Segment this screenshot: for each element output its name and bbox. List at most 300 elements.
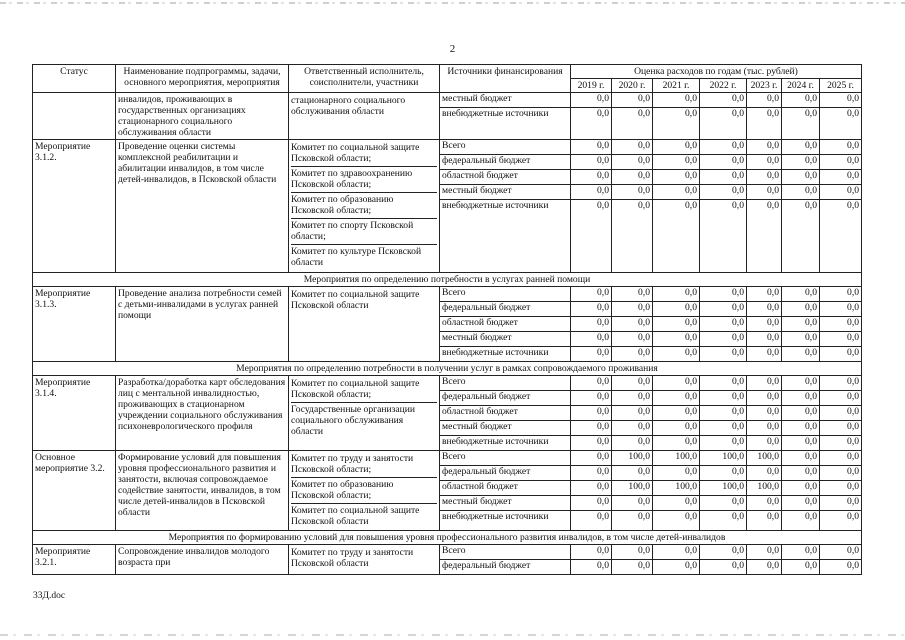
source-label: федеральный бюджет [440, 465, 570, 480]
responsible-entry: Комитет по труду и занятости Псковской области [291, 546, 414, 569]
name-cell: Проведение оценки системы комплексной реабилитации и абилитации инвалидов, в том числе детей-инвалидов, в Псковской области [116, 140, 289, 272]
value-cell: 0,0 [700, 420, 746, 435]
year-values-cell [700, 140, 747, 272]
section-row [33, 272, 862, 286]
status-cell: Мероприятие 3.1.2. [33, 140, 116, 272]
source-label: Всего [440, 545, 570, 560]
value-cell: 0,0 [653, 376, 699, 391]
value-cell: 0,0 [782, 480, 819, 495]
value-cell: 0,0 [732, 346, 744, 358]
value-cell: 0,0 [732, 200, 744, 212]
value-cell: 100,0 [612, 480, 652, 495]
value-cell: 0,0 [747, 420, 781, 435]
table-body [33, 93, 862, 575]
value-cell: 0,0 [700, 331, 746, 346]
value-cell: 0,0 [571, 185, 611, 200]
value-cell: 0,0 [653, 93, 699, 108]
responsible-entry: Государственные организации социального обслуживания области [291, 403, 416, 437]
source-label: Всего [440, 140, 570, 155]
value-cell: 0,0 [782, 451, 819, 466]
value-cell: 0,0 [747, 465, 781, 480]
value-cell: 0,0 [747, 405, 781, 420]
source-label: внебюджетные источники [442, 435, 549, 447]
value-cell: 0,0 [747, 331, 781, 346]
responsible-entry: Комитет по социальной защите Псковской области [291, 504, 420, 527]
year-values [700, 545, 746, 574]
value-cell: 0,0 [747, 390, 781, 405]
value-cell: 0,0 [638, 200, 650, 212]
value-cell: 0,0 [597, 510, 609, 522]
year-values-cell [653, 140, 700, 272]
source-label: внебюджетные источники [442, 108, 549, 120]
source-label: федеральный бюджет [440, 301, 570, 316]
value-cell: 0,0 [653, 140, 699, 155]
value-cell: 0,0 [571, 287, 611, 302]
sources-cell [440, 93, 571, 140]
value-cell: 0,0 [571, 301, 611, 316]
year-values-cell [782, 140, 820, 272]
header-year: 2025 г. [820, 79, 862, 93]
value-cell: 0,0 [612, 155, 652, 170]
value-cell: 0,0 [820, 545, 861, 560]
value-cell: 0,0 [747, 376, 781, 391]
table-row [33, 450, 862, 530]
value-cell: 0,0 [653, 301, 699, 316]
table-row [33, 140, 862, 272]
year-values-cell [571, 93, 612, 140]
name-cell: Разработка/доработка карт обследования лиц с ментальной инвалидностью, проживающих в стационарном учреждении социального обслуживания психоневрологического профиля [116, 375, 289, 450]
year-values [612, 287, 652, 361]
value-cell: 0,0 [820, 451, 861, 466]
year-values [653, 376, 699, 450]
sources-list [440, 93, 570, 122]
value-cell: 0,0 [612, 287, 652, 302]
source-label: внебюджетные источники [442, 346, 549, 358]
year-values-cell [700, 375, 747, 450]
year-values-cell [653, 544, 700, 574]
value-cell: 0,0 [612, 420, 652, 435]
year-values [653, 287, 699, 361]
value-cell: 0,0 [805, 200, 817, 212]
value-cell: 0,0 [612, 390, 652, 405]
year-values [747, 93, 781, 122]
value-cell: 0,0 [597, 435, 609, 447]
year-values-cell [700, 286, 747, 361]
status-cell: Мероприятие 3.2.1. [33, 544, 116, 574]
header-sources: Источники финансирования [440, 65, 571, 93]
value-cell: 0,0 [700, 170, 746, 185]
year-values-cell [782, 375, 820, 450]
value-cell: 0,0 [653, 405, 699, 420]
value-cell: 0,0 [732, 510, 744, 522]
responsible-cell [289, 93, 440, 140]
value-cell: 0,0 [767, 435, 779, 447]
value-cell: 0,0 [571, 316, 611, 331]
value-cell: 0,0 [653, 545, 699, 560]
value-cell: 0,0 [782, 185, 819, 200]
value-cell: 0,0 [597, 346, 609, 358]
value-cell: 0,0 [653, 170, 699, 185]
value-cell: 0,0 [638, 346, 650, 358]
value-cell: 0,0 [571, 140, 611, 155]
value-cell: 0,0 [612, 495, 652, 510]
source-label: внебюджетные источники [442, 510, 549, 522]
year-values [612, 545, 652, 574]
source-label: областной бюджет [440, 316, 570, 331]
value-cell: 0,0 [612, 140, 652, 155]
year-values [820, 376, 861, 450]
year-values [700, 376, 746, 450]
value-cell: 0,0 [638, 559, 650, 571]
value-cell: 0,0 [820, 301, 861, 316]
header-estimate: Оценка расходов по годам (тыс. рублей) [571, 65, 862, 79]
value-cell: 0,0 [782, 376, 819, 391]
source-label: Всего [440, 376, 570, 391]
table-row [33, 544, 862, 574]
year-values-cell [700, 93, 747, 140]
value-cell: 0,0 [612, 331, 652, 346]
year-values-cell [747, 286, 782, 361]
value-cell: 0,0 [782, 301, 819, 316]
value-cell: 0,0 [820, 93, 861, 108]
value-cell: 0,0 [700, 316, 746, 331]
sources-cell [440, 140, 571, 272]
year-values-cell [820, 93, 862, 140]
header-status: Статус [33, 65, 116, 93]
responsible-entry: Комитет по социальной защите Псковской области; [291, 377, 437, 403]
value-cell: 0,0 [597, 200, 609, 212]
year-values [571, 451, 611, 525]
value-cell: 0,0 [653, 465, 699, 480]
year-values [571, 545, 611, 574]
responsible-entry: Комитет по труду и занятости Псковской области; [291, 452, 437, 478]
value-cell: 0,0 [847, 108, 860, 120]
source-label: федеральный бюджет [442, 559, 531, 571]
value-cell: 0,0 [805, 510, 817, 522]
value-cell: 0,0 [847, 510, 860, 522]
year-values-cell [747, 450, 782, 530]
year-values [700, 287, 746, 361]
year-values [747, 287, 781, 361]
value-cell: 0,0 [653, 390, 699, 405]
value-cell: 0,0 [820, 405, 861, 420]
value-cell: 0,0 [612, 405, 652, 420]
value-cell: 0,0 [597, 108, 609, 120]
value-cell: 0,0 [820, 465, 861, 480]
value-cell: 100,0 [747, 480, 781, 495]
status-cell: Мероприятие 3.1.3. [33, 286, 116, 361]
value-cell: 0,0 [571, 545, 611, 560]
source-label: местный бюджет [440, 93, 570, 108]
responsible-entry: Комитет по спорту Псковской области; [291, 219, 437, 245]
year-values [612, 140, 652, 214]
year-values [700, 140, 746, 214]
value-cell: 0,0 [820, 331, 861, 346]
section-title: Мероприятия по определению потребности в услугах ранней помощи [33, 272, 862, 286]
year-values-cell [782, 286, 820, 361]
value-cell: 0,0 [782, 545, 819, 560]
value-cell: 0,0 [767, 200, 779, 212]
year-values [747, 545, 781, 574]
year-values-cell [782, 544, 820, 574]
value-cell: 0,0 [767, 510, 779, 522]
year-values-cell [820, 544, 862, 574]
value-cell: 0,0 [700, 495, 746, 510]
year-values-cell [782, 450, 820, 530]
value-cell: 0,0 [571, 480, 611, 495]
year-values [653, 451, 699, 525]
year-values-cell [820, 375, 862, 450]
value-cell: 0,0 [612, 376, 652, 391]
value-cell: 0,0 [571, 420, 611, 435]
value-cell: 0,0 [820, 155, 861, 170]
responsible-entry: Комитет по здравоохранению Псковской области; [291, 167, 437, 193]
header-name: Наименование подпрограммы, задачи, основного мероприятия, мероприятия [116, 65, 289, 93]
value-cell: 0,0 [747, 185, 781, 200]
section-title: Мероприятия по формированию условий для повышения уровня профессионального развития инвалидов, в том числе детей-инвалидов [33, 530, 862, 544]
value-cell: 0,0 [638, 108, 650, 120]
value-cell: 0,0 [847, 435, 860, 447]
source-label: местный бюджет [440, 185, 570, 200]
scan-artifact-bottom [0, 634, 905, 636]
value-cell: 0,0 [685, 559, 697, 571]
source-label: Всего [440, 287, 570, 302]
year-values [612, 376, 652, 450]
value-cell: 0,0 [571, 376, 611, 391]
value-cell: 0,0 [767, 108, 779, 120]
sources-list [440, 451, 570, 525]
value-cell: 0,0 [612, 545, 652, 560]
value-cell: 0,0 [571, 495, 611, 510]
status-cell: Мероприятие 3.1.4. [33, 375, 116, 450]
value-cell: 0,0 [700, 376, 746, 391]
value-cell: 0,0 [820, 316, 861, 331]
year-values [820, 545, 861, 574]
value-cell: 0,0 [653, 185, 699, 200]
value-cell: 0,0 [612, 170, 652, 185]
year-values [612, 451, 652, 525]
year-values [747, 376, 781, 450]
value-cell: 0,0 [820, 170, 861, 185]
value-cell: 0,0 [782, 465, 819, 480]
value-cell: 0,0 [820, 376, 861, 391]
value-cell: 100,0 [653, 451, 699, 466]
source-label: местный бюджет [440, 420, 570, 435]
value-cell: 0,0 [805, 559, 817, 571]
status-cell: Основное мероприятие 3.2. [33, 450, 116, 530]
year-values-cell [820, 450, 862, 530]
value-cell: 0,0 [612, 301, 652, 316]
value-cell: 0,0 [820, 185, 861, 200]
scan-artifact-top [0, 2, 905, 4]
year-values [612, 93, 652, 122]
value-cell: 0,0 [747, 545, 781, 560]
responsible-entry: Комитет по образованию Псковской области; [291, 478, 437, 504]
section-row [33, 530, 862, 544]
year-values [571, 140, 611, 214]
value-cell: 0,0 [820, 420, 861, 435]
value-cell: 0,0 [685, 346, 697, 358]
value-cell: 0,0 [653, 155, 699, 170]
value-cell: 0,0 [782, 316, 819, 331]
year-values [653, 545, 699, 574]
footer-filename: 33Д.doc [33, 591, 66, 601]
sources-cell [440, 375, 571, 450]
value-cell: 0,0 [597, 559, 609, 571]
value-cell: 0,0 [782, 140, 819, 155]
sources-list [440, 376, 570, 450]
year-values [782, 93, 819, 122]
value-cell: 0,0 [685, 200, 697, 212]
value-cell: 0,0 [805, 108, 817, 120]
value-cell: 0,0 [782, 390, 819, 405]
value-cell: 0,0 [700, 185, 746, 200]
name-cell: инвалидов, проживающих в государственных организациях стационарного социального обслуживания области [116, 93, 289, 140]
value-cell: 0,0 [732, 108, 744, 120]
value-cell: 0,0 [782, 155, 819, 170]
section-row [33, 361, 862, 375]
value-cell: 0,0 [700, 545, 746, 560]
header-year: 2024 г. [782, 79, 820, 93]
year-values-cell [747, 544, 782, 574]
value-cell: 0,0 [747, 301, 781, 316]
value-cell: 0,0 [685, 435, 697, 447]
year-values-cell [571, 140, 612, 272]
header-responsible: Ответственный исполнитель, соисполнители, участники [289, 65, 440, 93]
value-cell: 0,0 [767, 346, 779, 358]
responsible-cell [289, 450, 440, 530]
value-cell: 0,0 [820, 287, 861, 302]
value-cell: 0,0 [700, 155, 746, 170]
value-cell: 0,0 [612, 93, 652, 108]
year-values-cell [820, 286, 862, 361]
year-values-cell [653, 450, 700, 530]
source-label: федеральный бюджет [440, 390, 570, 405]
sources-cell [440, 544, 571, 574]
sources-list [440, 545, 570, 574]
year-values [820, 287, 861, 361]
value-cell: 0,0 [653, 287, 699, 302]
year-values-cell [747, 140, 782, 272]
table-row [33, 375, 862, 450]
header-year: 2021 г. [653, 79, 700, 93]
value-cell: 0,0 [847, 200, 860, 212]
year-values [782, 451, 819, 525]
value-cell: 0,0 [747, 495, 781, 510]
value-cell: 0,0 [782, 287, 819, 302]
year-values [782, 287, 819, 361]
value-cell: 100,0 [700, 480, 746, 495]
responsible-cell [289, 286, 440, 361]
year-values-cell [571, 375, 612, 450]
year-values-cell [653, 286, 700, 361]
source-label: внебюджетные источники [442, 200, 549, 212]
year-values-cell [653, 375, 700, 450]
value-cell: 0,0 [732, 559, 744, 571]
value-cell: 0,0 [653, 420, 699, 435]
value-cell: 0,0 [612, 465, 652, 480]
value-cell: 0,0 [820, 140, 861, 155]
year-values [700, 93, 746, 122]
value-cell: 0,0 [747, 140, 781, 155]
value-cell: 0,0 [782, 170, 819, 185]
source-label: областной бюджет [440, 405, 570, 420]
table-row [33, 93, 862, 140]
value-cell: 0,0 [805, 346, 817, 358]
header-year: 2022 г. [700, 79, 747, 93]
value-cell: 0,0 [571, 170, 611, 185]
value-cell: 0,0 [700, 93, 746, 108]
source-label: областной бюджет [440, 170, 570, 185]
year-values-cell [747, 93, 782, 140]
value-cell: 100,0 [612, 451, 652, 466]
source-label: местный бюджет [440, 495, 570, 510]
year-values [820, 140, 861, 214]
name-cell: Проведение анализа потребности семей с детьми-инвалидами в услугах ранней помощи [116, 286, 289, 361]
year-values-cell [653, 93, 700, 140]
value-cell: 100,0 [653, 480, 699, 495]
value-cell: 0,0 [847, 346, 860, 358]
year-values [747, 451, 781, 525]
value-cell: 0,0 [700, 465, 746, 480]
year-values [820, 451, 861, 525]
section-title: Мероприятия по определению потребности в получении услуг в рамках сопровождаемого проживания [33, 361, 862, 375]
source-label: федеральный бюджет [440, 155, 570, 170]
year-values [571, 93, 611, 122]
year-values-cell [612, 140, 653, 272]
value-cell: 0,0 [747, 170, 781, 185]
value-cell: 0,0 [653, 495, 699, 510]
year-values-cell [612, 544, 653, 574]
value-cell: 0,0 [653, 316, 699, 331]
year-values-cell [571, 450, 612, 530]
value-cell: 0,0 [700, 140, 746, 155]
value-cell: 0,0 [732, 435, 744, 447]
year-values-cell [700, 450, 747, 530]
name-cell: Сопровождение инвалидов молодого возраста при [116, 544, 289, 574]
header-year: 2020 г. [612, 79, 653, 93]
year-values [571, 376, 611, 450]
value-cell: 0,0 [782, 93, 819, 108]
year-values [653, 93, 699, 122]
year-values [820, 93, 861, 122]
header-year: 2019 г. [571, 79, 612, 93]
value-cell: 0,0 [747, 155, 781, 170]
responsible-entry: Комитет по образованию Псковской области; [291, 193, 437, 219]
responsible-cell [289, 544, 440, 574]
table-row [33, 286, 862, 361]
value-cell: 0,0 [747, 287, 781, 302]
value-cell: 0,0 [782, 405, 819, 420]
status-cell [33, 93, 116, 140]
source-label: местный бюджет [440, 331, 570, 346]
value-cell: 0,0 [685, 108, 697, 120]
year-values [700, 451, 746, 525]
year-values-cell [700, 544, 747, 574]
value-cell: 0,0 [571, 331, 611, 346]
value-cell: 0,0 [571, 390, 611, 405]
value-cell: 100,0 [700, 451, 746, 466]
value-cell: 0,0 [571, 451, 611, 466]
year-values-cell [612, 450, 653, 530]
sources-cell [440, 286, 571, 361]
year-values-cell [820, 140, 862, 272]
responsible-entry: Комитет по социальной защите Псковской области; [291, 141, 437, 167]
value-cell: 0,0 [820, 480, 861, 495]
value-cell: 0,0 [700, 287, 746, 302]
year-values [747, 140, 781, 214]
expense-table [32, 64, 862, 575]
